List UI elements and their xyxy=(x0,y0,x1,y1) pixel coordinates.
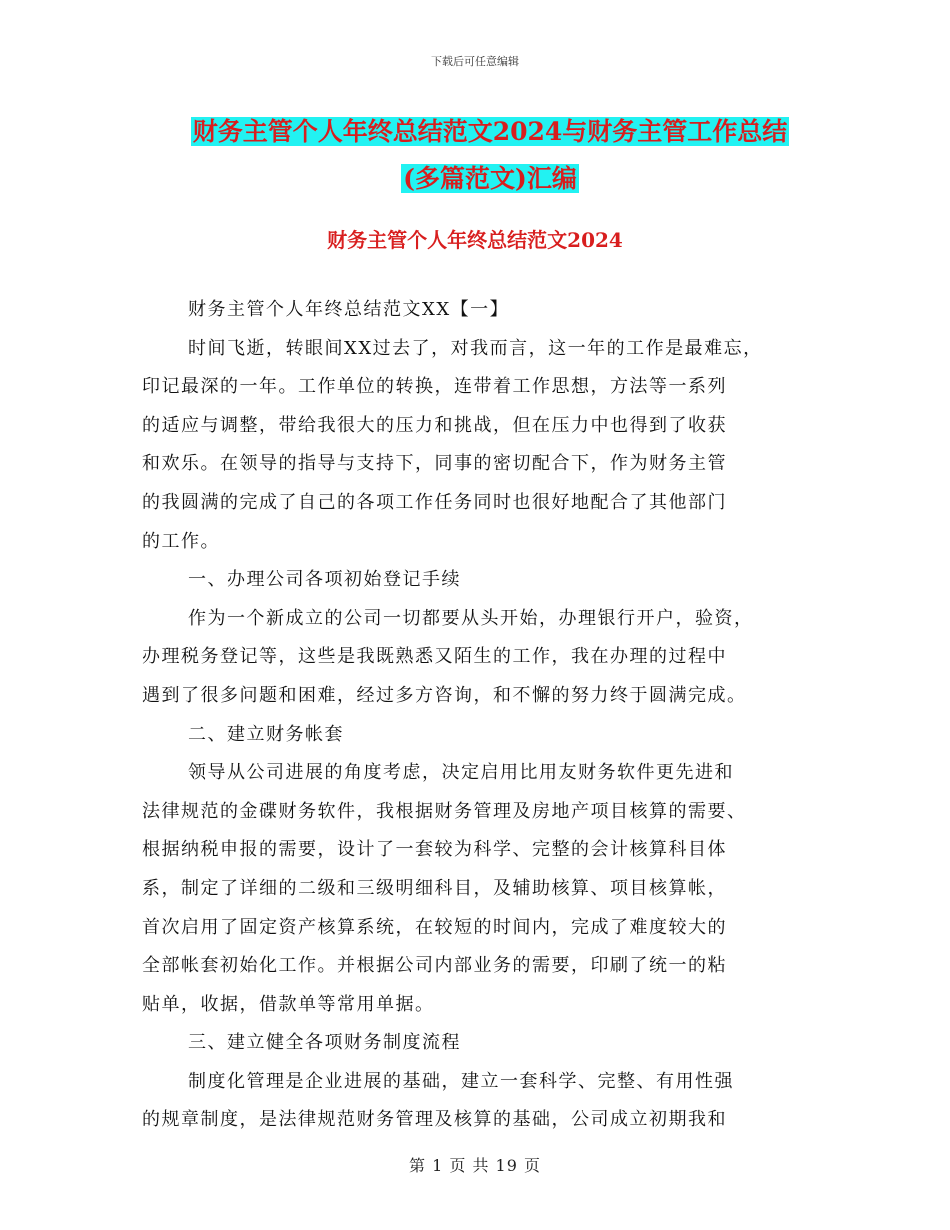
paragraph-line: 作为一个新成立的公司一切都要从头开始，办理银行开户，验资， xyxy=(188,607,754,629)
paragraph-line: 印记最深的一年。工作单位的转换，连带着工作思想，方法等一系列 xyxy=(142,376,727,398)
paragraph-line: 的规章制度，是法律规范财务管理及核算的基础，公司成立初期我和 xyxy=(142,1109,727,1131)
paragraph-line: 根据纳税申报的需要，设计了一套较为科学、完整的会计核算科目体 xyxy=(142,839,727,861)
paragraph-line: 系，制定了详细的二级和三级明细科目，及辅助核算、项目核算帐， xyxy=(142,877,727,899)
paragraph-line: 时间飞逝，转眼间XX过去了，对我而言，这一年的工作是最难忘， xyxy=(188,337,763,359)
paragraph-line: 二、建立财务帐套 xyxy=(188,723,344,745)
paragraph-line: 全部帐套初始化工作。并根据公司内部业务的需要，印刷了统一的粘 xyxy=(142,955,727,977)
paragraph-line: 财务主管个人年终总结范文XX【一】 xyxy=(188,299,510,320)
section-title: 财务主管个人年终总结范文2024 xyxy=(327,228,623,252)
paragraph-line: 的工作。 xyxy=(142,530,220,552)
paragraph-line: 的适应与调整，带给我很大的压力和挑战，但在压力中也得到了收获 xyxy=(142,414,727,436)
page-header-note: 下载后可任意编辑 xyxy=(431,55,519,68)
paragraph-line: 法律规范的金碟财务软件，我根据财务管理及房地产项目核算的需要、 xyxy=(142,800,747,822)
paragraph-line: 一、办理公司各项初始登记手续 xyxy=(188,569,461,591)
document-title xyxy=(140,108,840,202)
document-title-line-2: (多篇范文)汇编 xyxy=(403,164,577,193)
paragraph-line: 首次启用了固定资产核算系统，在较短的时间内，完成了难度较大的 xyxy=(142,916,727,938)
paragraph-line: 遇到了很多问题和困难，经过多方咨询，和不懈的努力终于圆满完成。 xyxy=(142,684,747,706)
paragraph-line: 制度化管理是企业进展的基础，建立一套科学、完整、有用性强 xyxy=(188,1070,734,1092)
paragraph-line: 贴单，收据，借款单等常用单据。 xyxy=(142,993,435,1015)
page-footer-number: 第 1 页 共 19 页 xyxy=(409,1156,541,1175)
document-title-line-1: 财务主管个人年终总结范文2024与财务主管工作总结 xyxy=(192,117,788,146)
paragraph-line: 和欢乐。在领导的指导与支持下，同事的密切配合下，作为财务主管 xyxy=(142,453,727,475)
paragraph-line: 的我圆满的完成了自己的各项工作任务同时也很好地配合了其他部门 xyxy=(142,491,727,513)
paragraph-line: 领导从公司进展的角度考虑，决定启用比用友财务软件更先进和 xyxy=(188,762,734,784)
paragraph-line: 办理税务登记等，这些是我既熟悉又陌生的工作，我在办理的过程中 xyxy=(142,646,727,668)
document-body xyxy=(142,291,822,1140)
paragraph-line: 三、建立健全各项财务制度流程 xyxy=(188,1032,461,1054)
